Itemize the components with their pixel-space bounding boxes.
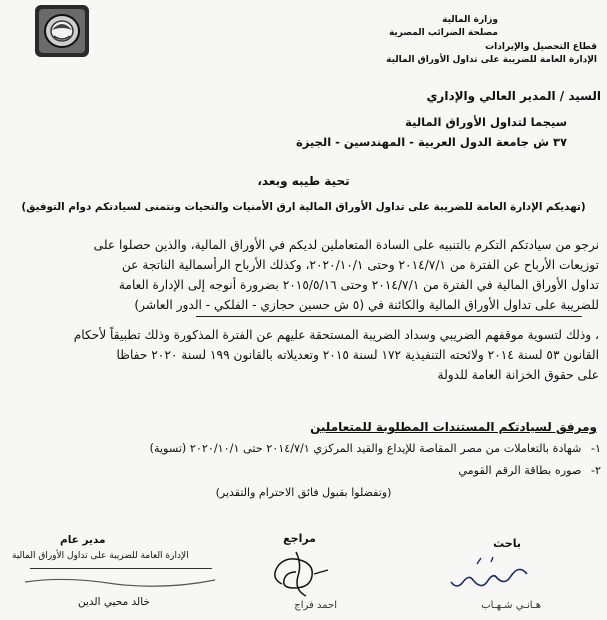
reviewer-title: مراجع xyxy=(283,532,316,545)
recipient-address: ٣٧ ش جامعة الدول العربية - المهندسين - الجيزة xyxy=(295,135,567,149)
manager-title: مدير عام xyxy=(60,534,106,546)
intro-line: (تهديكم الإدارة العامة للضريبة على تداول الأوراق المالية ارق الأمنيات والتحيات ونتمنى لسيادتكم دوام التوفيق) xyxy=(21,201,586,213)
manager-subtitle: الإدارة العامة للضريبة على تداول الأوراق المالية xyxy=(12,551,189,561)
body-line-1: نرجو من سيادتكم التكرم بالتنبيه على السادة المتعاملين لديكم في الأوراق المالية، والذين حصلوا على xyxy=(93,238,599,252)
researcher-signature xyxy=(447,556,537,596)
body-underline xyxy=(196,316,582,317)
closing-line: (وتفضلوا بقبول فائق الاحترام والتقدير) xyxy=(215,486,392,499)
body-line-6: القانون ٥٣ لسنة ٢٠١٤ ولائحته التنفيذية ١٧٢ لسنة ٢٠١٥ وتعديلاته بالقانون ١٩٩ لسنة ٢٠٢٠ حفاظا xyxy=(116,348,599,362)
attachment-text: شهادة بالتعاملات من مصر المقاصة للإيداع والقيد المركزي ٢٠١٤/٧/١ حتى ٢٠٢٠/١٠/١ (تسوية) xyxy=(149,442,582,455)
body-line-5: ، وذلك لتسوية موقفهم الضريبي وسداد الضريبة المستحقة عليهم عن الفترة المذكورة وذلك تطبيقاً لأحكام xyxy=(73,328,599,342)
authority-name: مصلحة الضرائب المصرية xyxy=(388,28,498,38)
manager-signature xyxy=(20,572,220,596)
sector-name: قطاع التحصيل والإيرادات xyxy=(485,42,597,52)
ministry-name: وزارة المالية xyxy=(442,15,498,25)
attachment-item-2 xyxy=(458,464,601,477)
ministry-logo xyxy=(34,4,90,58)
reviewer-signature xyxy=(262,544,338,602)
recipient-salutation: السيد / المدير العالي والإداري xyxy=(426,89,601,103)
reviewer-name: احمد فراج xyxy=(294,600,337,611)
manager-name: خالد محيي الدين xyxy=(78,596,150,608)
greeting: تحية طيبه وبعد، xyxy=(257,174,350,188)
attachment-number: ١- xyxy=(590,442,601,455)
attachment-item-1 xyxy=(150,442,601,455)
body-line-2: توزيعات الأرباح عن الفترة من ٢٠١٤/٧/١ وحتى ٢٠٢٠/١٠/١، وكذلك الأرباح الرأسمالية الناتجة عن xyxy=(121,258,599,272)
body-line-7: على حقوق الخزانة العامة للدولة xyxy=(437,368,599,382)
researcher-name: هـانـي شـهـاب xyxy=(481,600,541,611)
attachment-text: صوره بطاقة الرقم القومي xyxy=(458,464,582,477)
manager-signature-line xyxy=(30,568,212,569)
researcher-title: باحث xyxy=(493,537,521,550)
body-line-3: تداول الأوراق المالية في الفترة من ٢٠١٤/٧/١ وحتى ٢٠١٥/٥/١٦ بضرورة أنوجه إلى الإدارة العامة xyxy=(118,278,599,292)
body-line-4: للضريبة على تداول الأوراق المالية والكائنة في (٥ ش حسين حجازي - الفلكي - الدور العاشر) xyxy=(134,298,599,312)
attachment-number: ٢- xyxy=(590,464,601,477)
recipient-company: سيجما لتداول الأوراق المالية xyxy=(405,115,567,129)
department-name: الإدارة العامة للضريبة على تداول الأوراق المالية xyxy=(386,55,597,65)
attachments-heading: ومرفق لسيادتكم المستندات المطلوبة للمتعاملين xyxy=(310,420,597,434)
